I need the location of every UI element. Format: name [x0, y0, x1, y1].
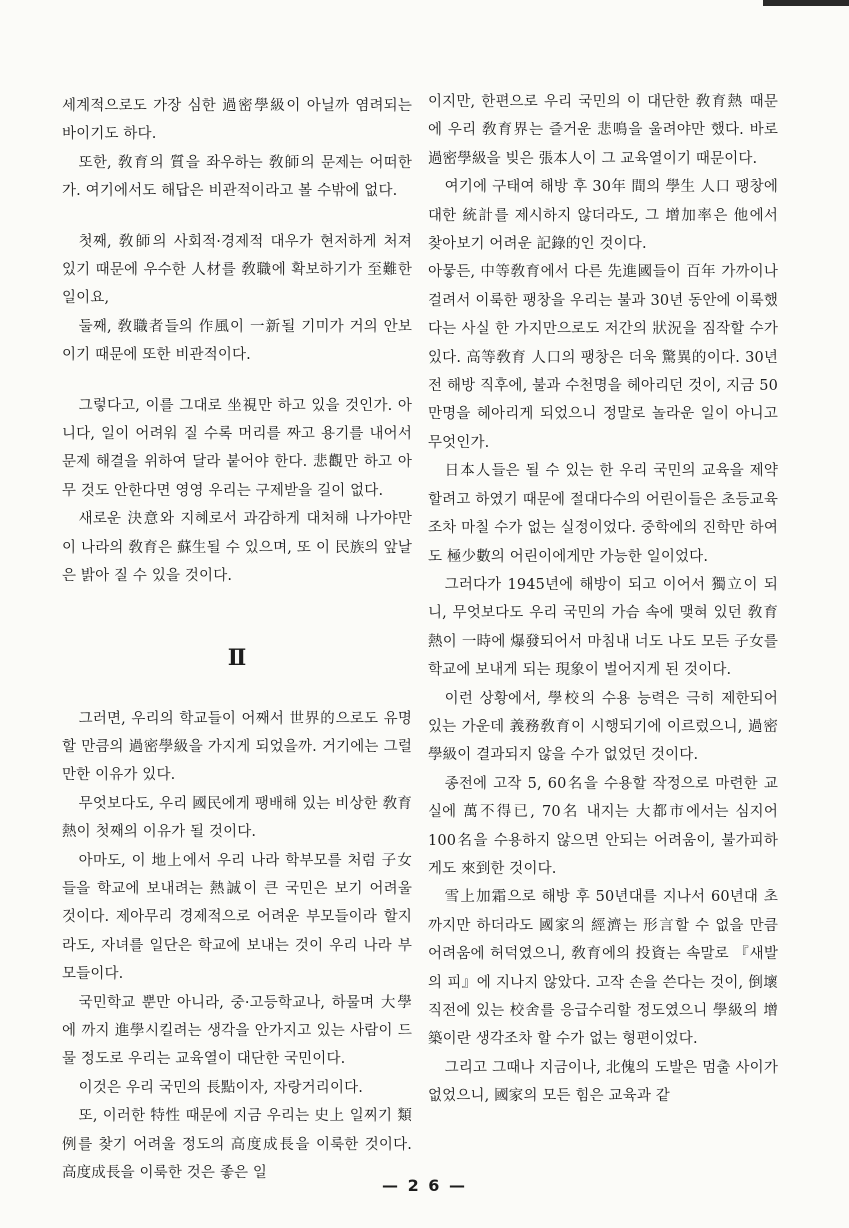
paragraph: 그러다가 1945년에 해방이 되고 이어서 獨立이 되니, 무엇보다도 우리 국민의 가슴 속에 맺혀 있던 敎育熱이 一時에 爆發되어서 마침내 너도 나도 모든 子女를 학교에 보내게 되는 現象이 벌어지게 된 것이다.: [428, 576, 778, 679]
paragraph-gap: [62, 370, 412, 392]
paragraph: 무엇보다도, 우리 國民에게 팽배해 있는 비상한 敎育熱이 첫째의 이유가 될 것이다.: [62, 795, 412, 841]
corner-scan-mark: [763, 0, 849, 6]
paragraph: 그러면, 우리의 학교들이 어째서 世界的으로도 유명할 만큼의 過密學級을 가지게 되었을까. 거기에는 그럴만한 이유가 있다.: [62, 710, 412, 784]
section-heading: Ⅱ: [227, 644, 247, 671]
paragraph: 첫째, 敎師의 사회적·경제적 대우가 현저하게 처져 있기 때문에 우수한 人材를 敎職에 확보하기가 至難한 일이요,: [62, 233, 412, 307]
right-column: [428, 88, 778, 1111]
paragraph: 세계적으로도 가장 심한 過密學級이 아닐까 염려되는 바이기도 하다.: [62, 98, 412, 143]
paragraph: 새로운 決意와 지혜로서 과감하게 대처해 나가야만 이 나라의 敎育은 蘇生될 수 있으며, 또 이 民族의 앞날은 밝아 질 수 있을 것이다.: [62, 511, 412, 585]
paragraph: 雪上加霜으로 해방 후 50년대를 지나서 60년대 초까지만 하더라도 國家의 經濟는 形言할 수 없을 만큼 어려움에 허덕였으니, 敎育에의 投資는 속말로 『새발의 피』에 지나지 않았다. 고작 손을 쓴다는 것이, 倒壞 직전에 있는 校舍를 응급수리할 정도였으니 學級의 增築이란 생각조차 할 수가 없는 형편이었다.: [428, 889, 778, 1048]
paragraph-gap: [62, 206, 412, 228]
paragraph: 그렇다고, 이를 그대로 坐視만 하고 있을 것인가. 아니다, 일이 어려워 질 수록 머리를 짜고 용기를 내어서 문제 해결을 위하여 달라 붙어야 한다. 悲觀만 하고 아무 것도 안한다면 영영 우리는 구제받을 길이 없다.: [62, 397, 412, 499]
paragraph: 아뭏든, 中等敎育에서 다른 先進國들이 百年 가까이나 걸려서 이룩한 팽창을 우리는 불과 30년 동안에 이룩했다는 사실 한 가지만으로도 저간의 狀況을 짐작할 수가 있다. 高等敎育 人口의 팽창은 더욱 驚異的이다. 30년 전 해방 직후에, 불과 수천명을 헤아리던 것이, 지금 50만명을 헤아리게 되었으니 정말로 놀라운 일이 아니고 무엇인가.: [428, 264, 778, 451]
paragraph: 이것은 우리 국민의 長點이자, 자랑거리이다.: [78, 1079, 364, 1096]
paragraph: 종전에 고작 5, 60名을 수용할 작정으로 마련한 교실에 萬不得已, 70名 내지는 大都市에서는 심지어 100名을 수용하지 않으면 안되는 어려움이, 불가피하게도 來到한 것이다.: [428, 775, 778, 877]
left-column: [62, 92, 412, 1187]
page-number: — 2 6 —: [382, 1176, 467, 1195]
paragraph: 이런 상황에서, 學校의 수용 능력은 극히 제한되어 있는 가운데 義務敎育이 시행되기에 이르렀으니, 過密學級이 결과되지 않을 수가 없었던 것이다.: [428, 690, 778, 764]
paragraph: 이지만, 한편으로 우리 국민의 이 대단한 敎育熱 때문에 우리 敎育界는 즐거운 悲鳴을 울려야만 했다. 바로 過密學級을 빚은 張本人이 그 교육열이기 때문이다.: [428, 94, 778, 167]
paragraph: 또한, 敎育의 質을 좌우하는 敎師의 문제는 어떠한가. 여기에서도 해답은 비관적이라고 볼 수밖에 없다.: [62, 154, 412, 200]
paragraph: 여기에 구태여 해방 후 30年 間의 學生 人口 팽창에 대한 統計를 제시하지 않더라도, 그 增加率은 他에서 찾아보기 어려운 記錄的인 것이다.: [428, 179, 778, 253]
paragraph: 또, 이러한 特性 때문에 지금 우리는 史上 일찌기 類例를 찾기 어려울 정도의 高度成長을 이룩한 것이다. 高度成長을 이룩한 것은 좋은 일: [62, 1108, 412, 1181]
paragraph: 국민학교 뿐만 아니라, 중·고등학교나, 하물며 大學에 까지 進學시킬려는 생각을 안가지고 있는 사람이 드물 정도로 우리는 교육열이 대단한 국민이다.: [62, 994, 412, 1068]
paragraph: 그리고 그때나 지금이나, 北傀의 도발은 멈출 사이가 없었으니, 國家의 모든 힘은 교육과 같: [428, 1059, 778, 1105]
paragraph: 아마도, 이 地上에서 우리 나라 학부모를 처럼 子女들을 학교에 보내려는 熱誠이 큰 국민은 보기 어려울 것이다. 제아무리 경제적으로 어려운 부모들이라 할지라도, 자녀를 일단은 학교에 보내는 것이 우리 나라 부모들이다.: [62, 852, 412, 983]
paragraph: 日本人들은 될 수 있는 한 우리 국민의 교육을 제약할려고 하였기 때문에 절대다수의 어린이들은 초등교육 조차 마칠 수가 없는 실정이었다. 중학에의 진학만 하여도 極少數의 어린이에게만 가능한 일이었다.: [428, 463, 778, 565]
paragraph: 둘째, 敎職者들의 作風이 一新될 기미가 거의 안보이기 때문에 또한 비관적이다.: [62, 318, 412, 364]
